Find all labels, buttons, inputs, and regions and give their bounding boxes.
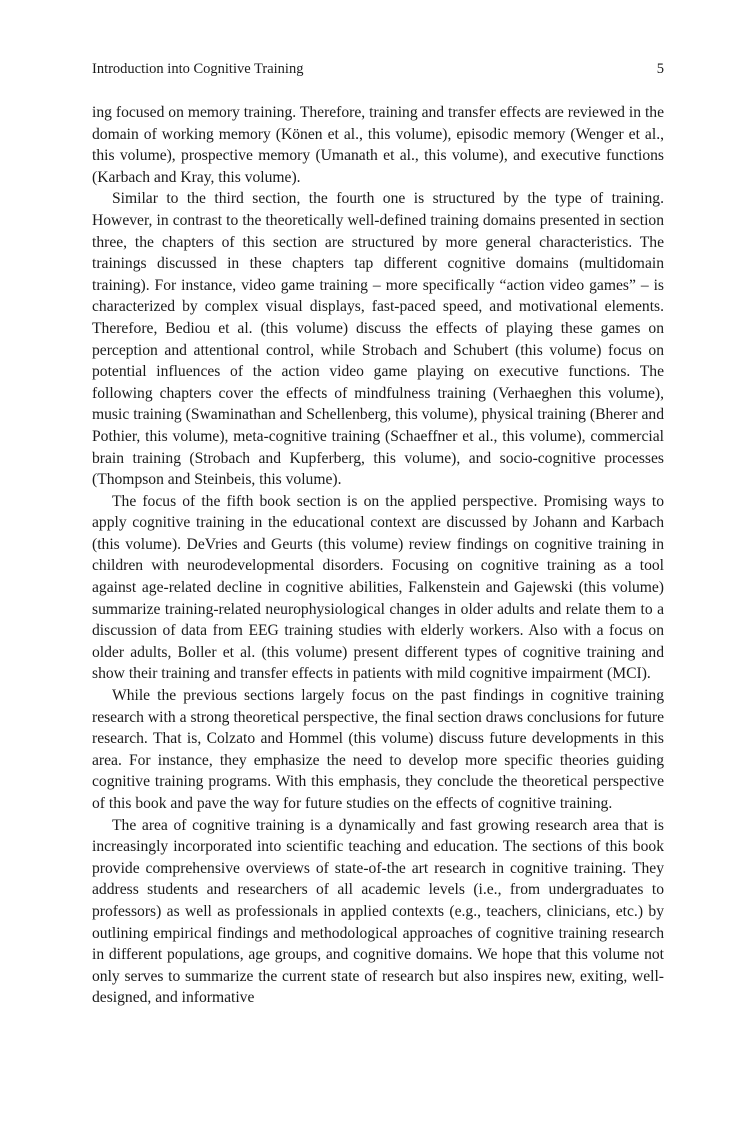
- body-text: [92, 102, 664, 1009]
- paragraph-continuation: ing focused on memory training. Therefore, training and transfer effects are reviewed in the domain of working memory (Könen et al., this volume), episodic memory (Wenger et al., this volume), prospective memory (Umanath et al., this volume), and executive functions (Karbach and Kray, this volume).: [92, 104, 664, 186]
- paragraph-final-section: While the previous sections largely focus on the past findings in cognitive training research with a strong theoretical perspective, the final section draws conclusions for future research. That is, Colzato and Hommel (this volume) discuss future developments in this area. For instance, they emphasize the need to develop more specific theories guiding cognitive training programs. With this emphasis, they conclude the theoretical perspective of this book and pave the way for future studies on the effects of cognitive training.: [92, 687, 664, 812]
- paragraph-conclusion: The area of cognitive training is a dynamically and fast growing research area that is increasingly incorporated into scientific teaching and education. The sections of this book provide comprehensive overviews of state-of-the art research in cognitive training. They address students and researchers of all academic levels (i.e., from undergraduates to professors) as well as professionals in applied contexts (e.g., teachers, clinicians, etc.) by outlining empirical findings and methodological approaches of cognitive training research in different populations, age groups, and cognitive domains. We hope that this volume not only serves to summarize the current state of research but also inspires new, exiting, well-designed, and informative: [92, 816, 664, 1007]
- running-head: [92, 58, 664, 80]
- paragraph-fourth-section: Similar to the third section, the fourth one is structured by the type of training. However, in contrast to the theoretically well-defined training domains presented in section three, the chapters of this section are structured by more general characteristics. The trainings discussed in these chapters tap different cognitive domains (multidomain training). For instance, video game training – more specifically “action video games” – is characterized by complex visual displays, fast-paced speed, and motivational elements. Therefore, Bediou et al. (this volume) discuss the effects of playing these games on perception and attentional control, while Strobach and Schubert (this volume) focus on potential influences of the action video game playing on executive functions. The following chapters cover the effects of mindfulness training (Verhaeghen this volume), music training (Swaminathan and Schellenberg, this volume), physical training (Bherer and Pothier, this volume), meta-cognitive training (Schaeffner et al., this volume), commercial brain training (Strobach and Kupferberg, this volume), and socio-cognitive processes (Thompson and Steinbeis, this volume).: [92, 190, 664, 489]
- running-title: Introduction into Cognitive Training: [92, 61, 304, 77]
- page-number: 5: [656, 61, 664, 77]
- paragraph-fifth-section: The focus of the fifth book section is on the applied perspective. Promising ways to apply cognitive training in the educational context are discussed by Johann and Karbach (this volume). DeVries and Geurts (this volume) review findings on cognitive training in children with neurodevelopmental disorders. Focusing on cognitive training as a tool against age-related decline in cognitive abilities, Falkenstein and Gajewski (this volume) summarize training-related neurophysiological changes in older adults and relate them to a discussion of data from EEG training studies with elderly workers. Also with a focus on older adults, Boller et al. (this volume) present different types of cognitive training and show their training and transfer effects in patients with mild cognitive impairment (MCI).: [92, 492, 664, 683]
